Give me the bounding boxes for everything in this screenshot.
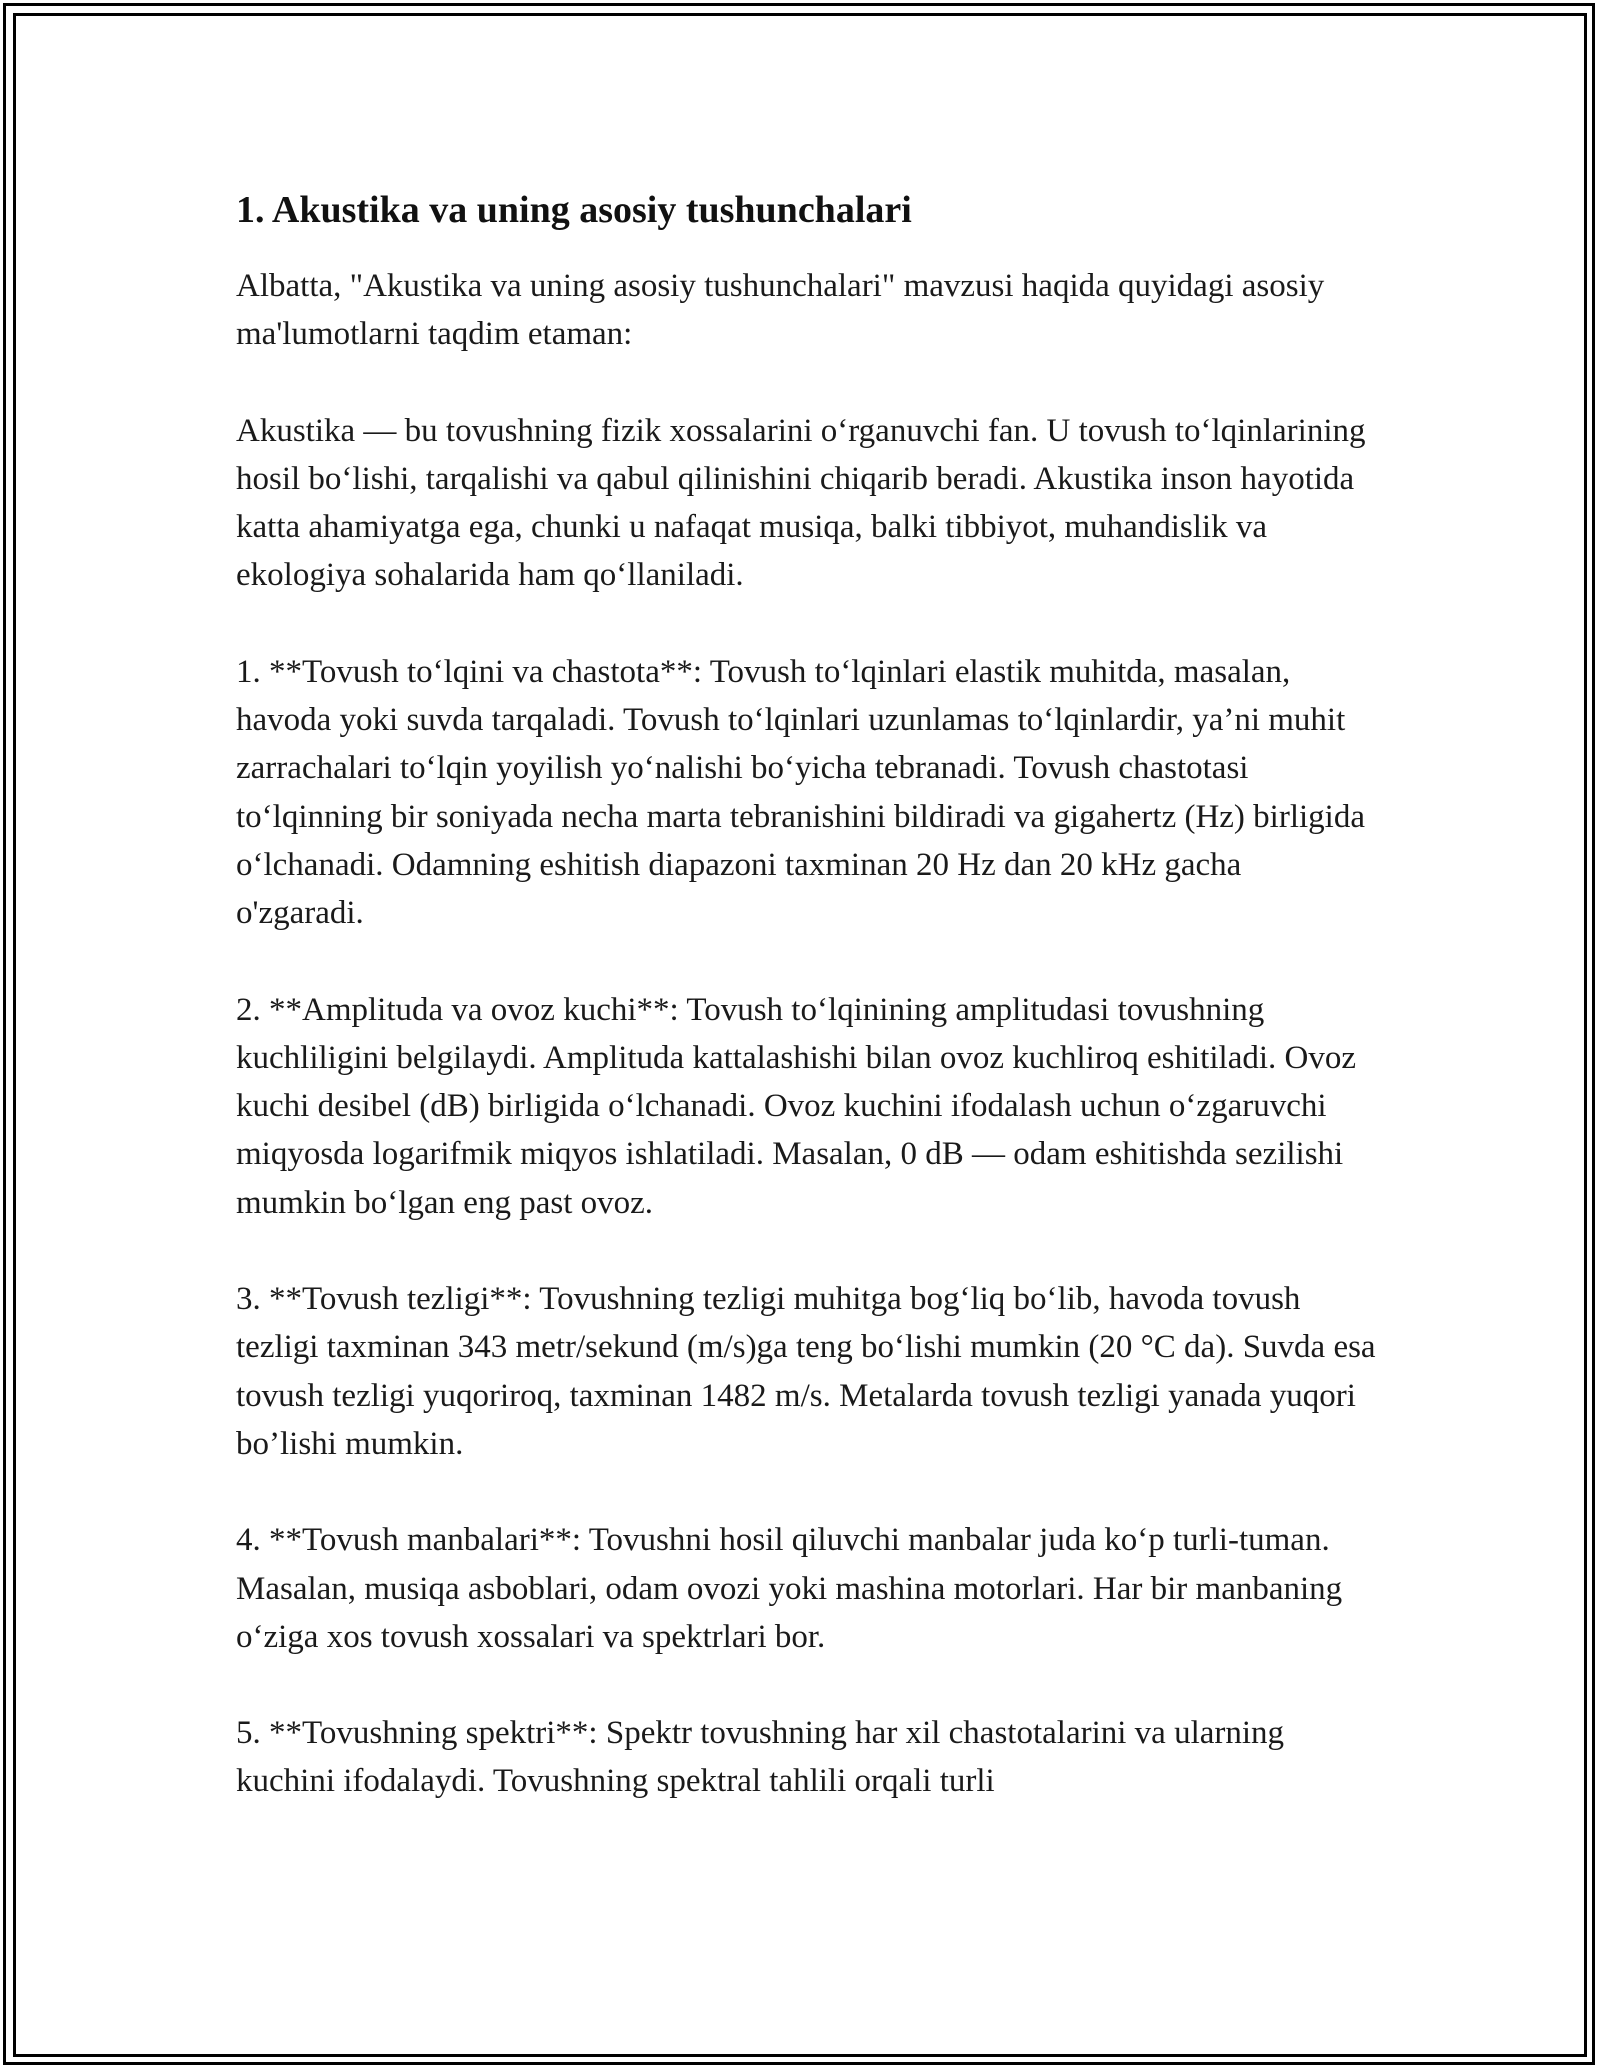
document-title: 1. Akustika va uning asosiy tushunchalari bbox=[236, 189, 912, 231]
definition-paragraph: Akustika — bu tovushning fizik xossalarini oʻrganuvchi fan. U tovush toʻlqinlarining hosil boʻlishi, tarqalishi va qabul qilinishini chiqarib beradi. Akustika inson hayotida katta ahamiyatga ega, chunki u nafaqat musiqa, balki tibbiyot, muhandislik va ekologiya sohalarida ham qoʻllaniladi. bbox=[236, 412, 1366, 594]
list-item-amplitude: 2. **Amplituda va ovoz kuchi**: Tovush toʻlqinining amplitudasi tovushning kuchliligini belgilaydi. Amplituda kattalashishi bilan ovoz kuchliroq eshitiladi. Ovoz kuchi desibel (dB) birligida oʻlchanadi. Ovoz kuchini ifodalash uchun oʻzgaruvchi miqyosda logarifmik miqyos ishlatiladi. Masalan, 0 dB — odam eshitishda sezilishi mumkin boʻlgan eng past ovoz. bbox=[236, 991, 1356, 1221]
document-body bbox=[236, 186, 1376, 1806]
list-item-speed: 3. **Tovush tezligi**: Tovushning tezligi muhitga bogʻliq boʻlib, havoda tovush tezligi taxminan 343 metr/sekund (m/s)ga teng boʻlishi mumkin (20 °C da). Suvda esa tovush tezligi yuqoriroq, taxminan 1482 m/s. Metalarda tovush tezligi yanada yuqori bo’lishi mumkin. bbox=[236, 1281, 1376, 1462]
intro-paragraph: Albatta, "Akustika va uning asosiy tushunchalari" mavzusi haqida quyidagi asosiy ma'lumotlarni taqdim etaman: bbox=[236, 268, 1325, 353]
list-item-wave-frequency: 1. **Tovush toʻlqini va chastota**: Tovush toʻlqinlari elastik muhitda, masalan, havoda yoki suvda tarqaladi. Tovush toʻlqinlari uzunlamas toʻlqinlardir, ya’ni muhit zarrachalari toʻlqin yoyilish yoʻnalishi boʻyicha tebranadi. Tovush chastotasi toʻlqinning bir soniyada necha marta tebranishini bildiradi va gigahertz (Hz) birligida oʻlchanadi. Odamning eshitish diapazoni taxminan 20 Hz dan 20 kHz gacha o'zgaradi. bbox=[236, 653, 1365, 932]
list-item-spectrum: 5. **Tovushning spektri**: Spektr tovushning har xil chastotalarini va ularning kuchini ifodalaydi. Tovushning spektral tahlili orqali turli bbox=[236, 1715, 1285, 1800]
list-item-sources: 4. **Tovush manbalari**: Tovushni hosil qiluvchi manbalar juda koʻp turli-tuman. Masalan, musiqa asboblari, odam ovozi yoki mashina motorlari. Har bir manbaning oʻziga xos tovush xossalari va spektrlari bor. bbox=[236, 1522, 1343, 1655]
